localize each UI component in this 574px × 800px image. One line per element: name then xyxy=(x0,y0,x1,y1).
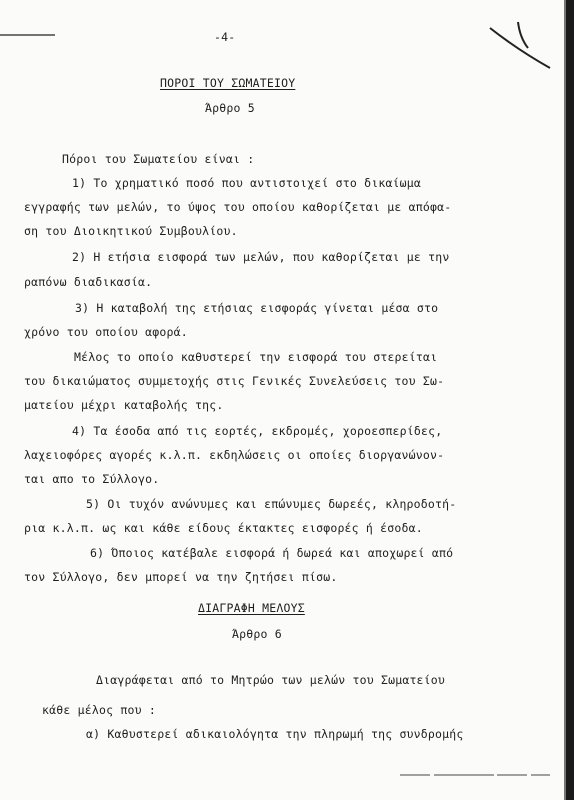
body-line: Μέλος το οποίο καθυστερεί την εισφορά του στερείται xyxy=(74,350,438,364)
body-line: τον Σύλλογο, δεν μπορεί να την ζητήσει πίσω. xyxy=(24,570,338,584)
body-line: ση του Διοικητικού Συμβουλίου. xyxy=(24,224,238,238)
body-line: 3) Η καταβολή της ετήσιας εισφοράς γίνεται μέσα στο xyxy=(75,301,439,315)
section-heading-poroi: ΠΟΡΟΙ ΤΟΥ ΣΩΜΑΤΕΙΟΥ xyxy=(160,76,296,90)
body-line: 6) Όποιος κατέβαλε εισφορά ή δωρεά και αποχωρεί από xyxy=(90,546,454,560)
body-line: κάθε μέλος που : xyxy=(42,703,156,717)
body-line: 2) Η ετήσια εισφορά των μελών, που καθορίζεται με την xyxy=(72,250,450,264)
body-line: ραπόνω διαδικασία. xyxy=(24,275,153,289)
body-line: 4) Τα έσοδα από τις εορτές, εκδρομές, χοροεσπερίδες, xyxy=(72,424,443,438)
body-line: ματείου μέχρι καταβολής της. xyxy=(24,398,224,412)
body-line: ται απο το Σύλλογο. xyxy=(24,472,160,486)
scan-mark-bottom xyxy=(400,770,550,780)
intro-line: Πόροι του Σωματείου είναι : xyxy=(62,152,255,166)
body-line: του δικαιώματος συμμετοχής στις Γενικές Συνελεύσεις του Σω- xyxy=(24,374,445,388)
article-label-6: Άρθρο 6 xyxy=(232,627,282,641)
section-heading-diagrafi: ΔΙΑΓΡΑΦΗ ΜΕΛΟΥΣ xyxy=(198,601,305,615)
body-line: ρια κ.λ.π. ως και κάθε είδους έκτακτες εισφορές ή έσοδα. xyxy=(24,521,423,535)
scan-mark-top-right xyxy=(488,20,558,70)
body-line: 5) Οι τυχόν ανώνυμες και επώνυμες δωρεές, κληροδοτή- xyxy=(86,497,457,511)
article-label-5: Άρθρο 5 xyxy=(205,101,255,115)
page-edge-shadow xyxy=(562,0,574,800)
scan-mark-top-left xyxy=(0,30,60,40)
body-line: Διαγράφεται από το Μητρώο των μελών του Σωματείου xyxy=(96,673,446,687)
body-line: χρόνο του οποίου αφορά. xyxy=(24,325,188,339)
body-line: λαχειοφόρες αγορές κ.λ.π. εκδηλώσεις οι οποίες διοργανώνον- xyxy=(24,448,445,462)
page-number: -4- xyxy=(214,30,236,44)
body-line: α) Καθυστερεί αδικαιολόγητα την πληρωμή της συνδρομής xyxy=(86,727,464,741)
body-line: εγγραφής των μελών, το ύψος του οποίου καθορίζεται με απόφα- xyxy=(24,200,452,214)
body-line: 1) Το χρηματικό ποσό που αντιστοιχεί στο δικαίωμα xyxy=(72,176,422,190)
